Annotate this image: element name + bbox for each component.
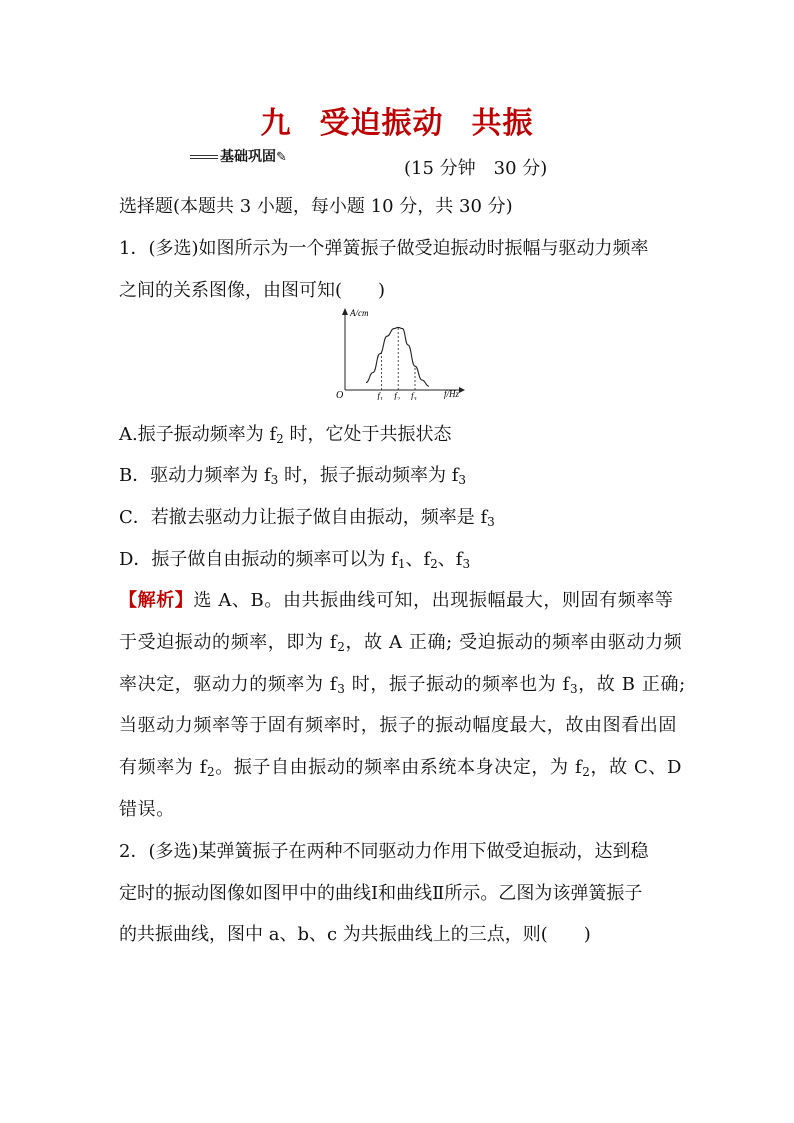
q2-text-line3: 的共振曲线，图中 a、b、c 为共振曲线上的三点，则( )	[119, 924, 591, 945]
x-axis-arrow	[459, 387, 465, 393]
tick-label-f3: $f_3$	[411, 391, 417, 400]
tick-label-f2: $f_2$	[394, 391, 400, 400]
answer-line2: 于受迫振动的频率，即为 $f_2$，故 A 正确; 受迫振动的频率由驱动力频	[119, 632, 683, 654]
pencil-icon: ✎	[276, 150, 287, 165]
tick-label-f1: $f_1$	[377, 391, 383, 400]
page-title	[0, 98, 794, 142]
resonance-curve	[366, 327, 429, 386]
option-d: D．振子做自由振动的频率可以为 $f_1$、$f_2$、$f_3$	[119, 549, 471, 571]
answer-tag: 【解析】	[119, 590, 194, 611]
y-axis-arrow	[342, 308, 348, 315]
answer-line6: 错误。	[119, 799, 175, 820]
q1-text-line2: 之间的关系图像，由图可知( )	[119, 280, 386, 301]
q1-text-line1: 1．(多选)如图所示为一个弹簧振子做受迫振动时振幅与驱动力频率	[119, 238, 649, 259]
title-part-a: 受迫振动	[319, 106, 444, 141]
answer-line5: 有频率为 $f_2$。振子自由振动的频率由系统本身决定，为 $f_2$，故 C、D	[119, 757, 682, 779]
answer-line3: 率决定，驱动力的频率为 $f_3$ 时，振子振动的频率也为 $f_3$，故 B 正确;	[119, 674, 686, 696]
answer-line1: 【解析】选 A、B。由共振曲线可知，出现振幅最大，则固有频率等	[119, 590, 674, 611]
q2-text-line1: 2．(多选)某弹簧振子在两种不同驱动力作用下做受迫振动，达到稳	[119, 841, 649, 862]
option-c: C．若撤去驱动力让振子做自由振动，频率是 $f_3$	[119, 507, 495, 529]
x-axis-label: f/Hz	[444, 389, 460, 399]
chart-axes	[336, 308, 465, 400]
section-intro: 选择题(本题共 3 小题，每小题 10 分，共 30 分)	[119, 196, 513, 217]
section-label: 基础巩固✎	[190, 146, 287, 166]
option-b: B．驱动力频率为 $f_3$ 时，振子振动频率为 $f_3$	[119, 465, 467, 487]
answer-line4: 当驱动力频率等于固有频率时，振子的振动幅度最大，故由图看出固	[119, 715, 677, 736]
x-ticks	[377, 327, 416, 400]
resonance-curve-chart	[333, 306, 473, 400]
origin-label: O	[336, 390, 344, 400]
timing-info: (15 分钟 30 分)	[404, 158, 548, 179]
title-part-b: 共振	[471, 106, 534, 141]
double-rule	[190, 155, 218, 159]
q2-text-line2: 定时的振动图像如图甲中的曲线Ⅰ和曲线Ⅱ所示。乙图为该弹簧振子	[119, 883, 643, 904]
title-number: 九	[260, 106, 292, 141]
option-a: A.振子振动频率为 $f_2$ 时，它处于共振状态	[119, 424, 452, 446]
y-axis-label: A/cm	[350, 308, 369, 318]
